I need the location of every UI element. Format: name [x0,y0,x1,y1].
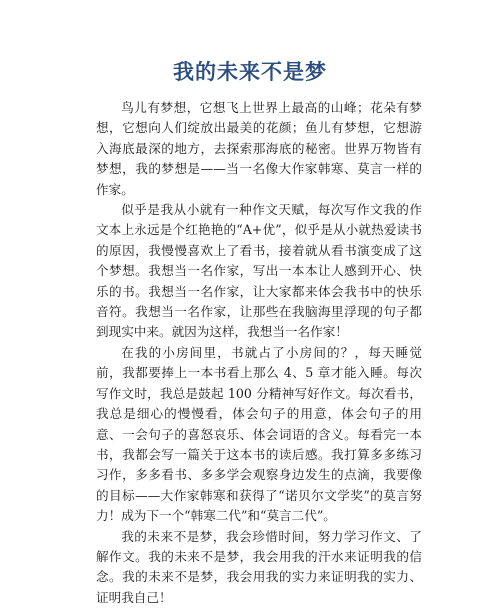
paragraph-4: 我的未来不是梦，我会珍惜时间，努力学习作文、了解作文。我的未来不是梦，我会用我的汗水来证明我的信念。我的未来不是梦，我会用我的实力来证明我的实力、证明我自己！ [96,528,422,605]
article-title: 我的未来不是梦 [173,60,327,84]
paragraph-2: 似乎是我从小就有一种作文天赋，每次写作文我的作文本上永远是个红艳艳的“A+优”，似乎是从小就热爱读书的原因，我慢慢喜欢上了看书，接着就从看书演变成了这个梦想。我想当一名作家，写出一本本让人感到开心、快乐的书。我想当一名作家，让大家都来体会我书中的快乐音符。我想当一名作家，让那些在我脑海里浮现的句子都到现实中来。就因为这样，我想当一名作家！ [96,202,422,340]
paragraph-1: 鸟儿有梦想，它想飞上世界上最高的山峰；花朵有梦想，它想向人们绽放出最美的花颜；鱼儿有梦想，它想游入海底最深的地方，去探索那海底的秘密。世界万物皆有梦想，我的梦想是——当一名像大作家韩寒、莫言一样的作家。 [96,100,422,197]
paragraph-3: 在我的小房间里，书就占了小房间的？，每天睡觉前，我都要捧上一本书看上那么 4、5 章才能入睡。每次写作文时，我总是鼓起 100 分精神写好作文。每次看书，我总是细心的慢慢看，体会句子的用意，体会句子的用意、一会句子的喜怒哀乐、体会词语的含义。每看完一本书，我都会写一篇关于这本书的读后感。我打算多多练习习作，多多看书、多多学会观察身边发生的点滴，我要像的目标——大作家韩寒和获得了“诺贝尔文学奖”的莫言努力！成为下一个“韩寒二代”和“莫言二代”。 [96,344,422,524]
article-body [96,98,422,608]
